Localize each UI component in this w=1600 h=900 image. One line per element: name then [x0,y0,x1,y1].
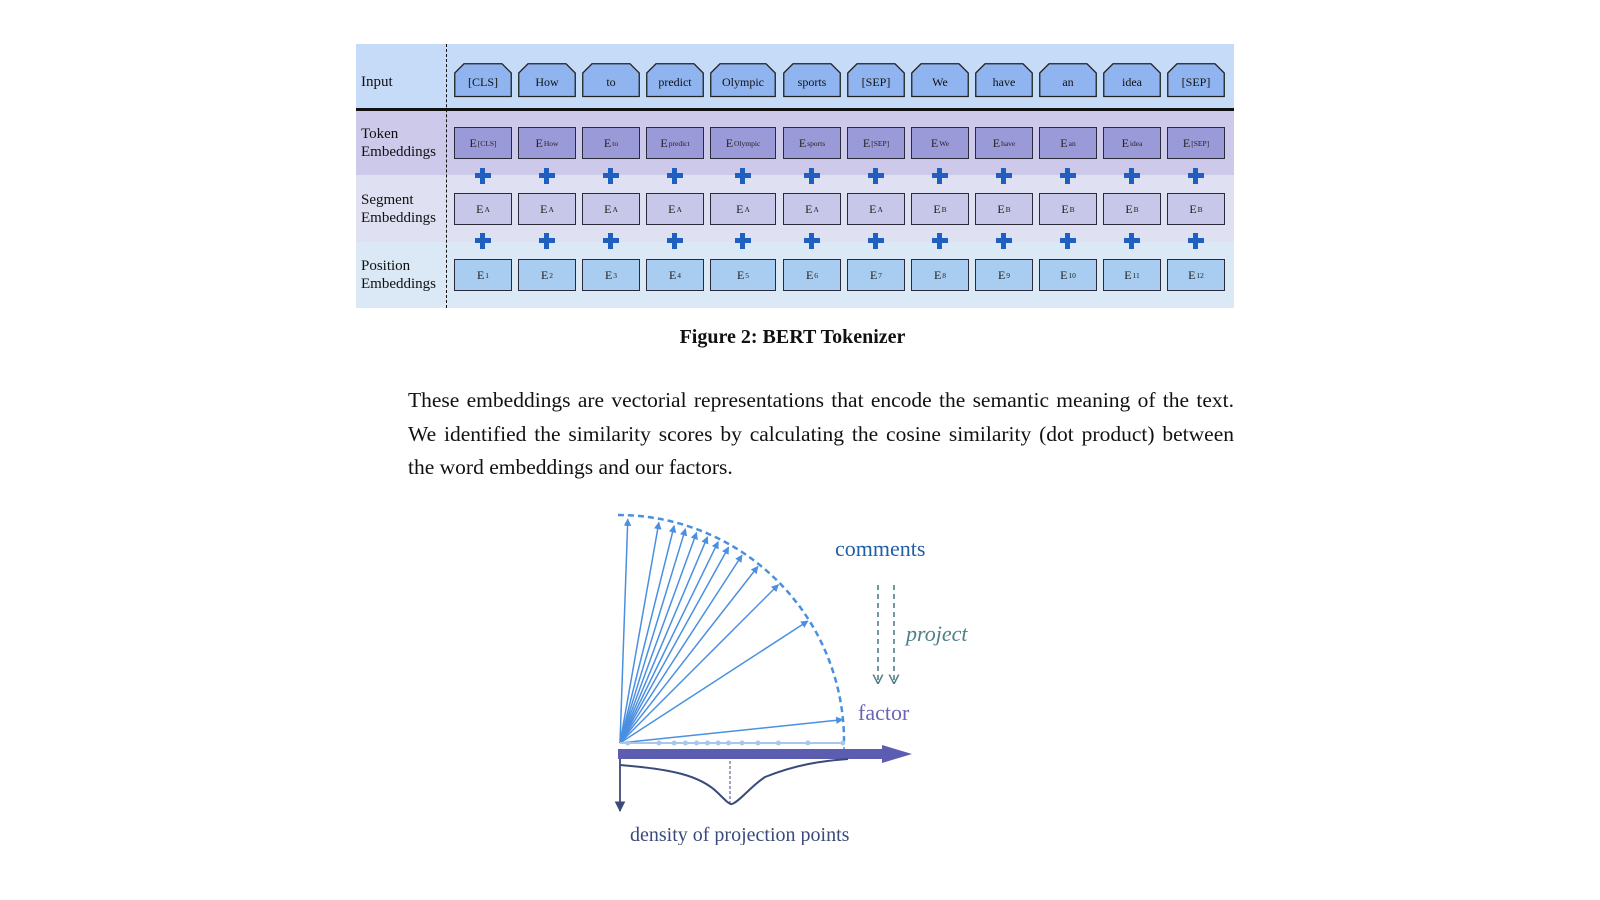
plus-icon [735,233,751,249]
comment-vector [620,567,758,744]
token-text: to [606,75,616,89]
embedding-subscript: 5 [745,270,750,280]
embedding-subscript: 11 [1132,270,1140,280]
embedding-base: E [997,267,1006,282]
comment-vector [620,547,729,743]
projection-point [705,741,710,746]
token-text: [SEP] [1181,75,1211,89]
projection-point [625,741,630,746]
pos-embedding-box [518,259,576,291]
projection-point [694,741,699,746]
pos-embedding-box [582,259,640,291]
input-token [783,63,841,96]
embedding-subscript: A [548,204,554,214]
projection-point [672,741,677,746]
comment-vector [620,555,742,743]
embedding-subscript: A [676,204,682,214]
seg-embedding-box [847,193,905,225]
plus-icon [868,233,884,249]
embedding-base: E [1124,267,1132,282]
embedding-subscript: [CLS] [477,138,497,148]
pos-embedding-box [975,259,1033,291]
embedding-subscript: 8 [942,270,947,280]
input-separator-line [356,108,1234,111]
projection-point [755,741,760,746]
embedding-base: E [997,201,1005,216]
plus-icon [1124,233,1140,249]
embedding-subscript: 3 [613,270,618,280]
embedding-base: E [933,201,941,216]
comment-vector [620,533,697,744]
plus-icon [932,233,948,249]
embedding-subscript: B [1005,204,1011,214]
plus-icon [475,233,491,249]
figure-caption: Figure 2: BERT Tokenizer [679,326,906,348]
token-text: predict [658,75,692,89]
seg-embedding-box [710,193,776,225]
embedding-base: E [1121,135,1129,150]
input-token [911,63,969,96]
embedding-base: E [1061,201,1069,216]
project-label: project [906,621,968,646]
plus-icon [804,233,820,249]
plus-icon [868,168,884,184]
input-token [1103,63,1161,96]
pos-embedding-box [454,259,512,291]
input-token [454,63,512,96]
token-embedding-box [975,127,1033,159]
embedding-base: E [736,267,745,282]
embedding-subscript: How [543,138,559,148]
comment-vector [620,621,808,743]
embedding-subscript: idea [1129,138,1143,148]
row-label-segment: Segment Embeddings [361,192,436,226]
embedding-subscript: We [939,138,950,148]
embedding-base: E [725,135,734,150]
row-label-position: Position Embeddings [361,258,436,292]
embedding-base: E [476,267,485,282]
input-token [1167,63,1225,96]
seg-embedding-box [582,193,640,225]
projection-diagram [590,505,1010,845]
embedding-base: E [535,135,543,150]
token-text: idea [1122,75,1142,89]
embedding-base: E [736,201,744,216]
embedding-base: E [798,135,807,150]
embedding-subscript: A [612,204,618,214]
plus-icon [539,168,555,184]
embedding-subscript: have [1001,138,1016,148]
embedding-base: E [805,201,813,216]
plus-icon [667,168,683,184]
token-embedding-box [1103,127,1161,159]
comments-label: comments [835,536,926,561]
embedding-base: E [604,267,613,282]
embedding-base: E [476,201,484,216]
projection-point [726,741,731,746]
embedding-base: E [869,267,878,282]
input-token [646,63,704,96]
embedding-base: E [1188,267,1196,282]
embedding-base: E [668,201,676,216]
plus-icon [932,168,948,184]
embedding-base: E [1189,201,1197,216]
plus-icon [667,233,683,249]
plus-icon [1060,168,1076,184]
seg-embedding-box [1039,193,1097,225]
plus-icon [475,168,491,184]
embedding-subscript: [SEP] [1191,138,1210,148]
embedding-subscript: 7 [878,270,883,280]
pos-embedding-box [847,259,905,291]
plus-icon [539,233,555,249]
embedding-subscript: A [744,204,750,214]
seg-embedding-box [1167,193,1225,225]
token-embedding-box [783,127,841,159]
input-token [975,63,1033,96]
projection-point [656,741,661,746]
embedding-subscript: an [1068,138,1076,148]
label-separator-dashed-line [446,44,447,308]
projection-point [776,741,781,746]
token-embedding-box [911,127,969,159]
token-text: [SEP] [861,75,891,89]
pos-embedding-box [911,259,969,291]
embedding-subscript: 9 [1006,270,1011,280]
row-label-input: Input [361,74,393,90]
token-text: have [992,75,1016,89]
embedding-subscript: B [941,204,947,214]
projection-point [840,741,845,746]
body-paragraph: These embeddings are vectorial representations that encode the semantic meaning of the text. We identified the similarity scores by calculating the cosine similarity (dot product) between the word embeddings and our factors. [408,388,1234,479]
input-token [1039,63,1097,96]
token-text: sports [797,75,827,89]
plus-icon [1060,233,1076,249]
embedding-subscript: [SEP] [871,138,890,148]
embedding-base: E [805,267,814,282]
factor-label: factor [858,700,910,725]
embedding-base: E [1182,135,1191,150]
pos-embedding-box [710,259,776,291]
plus-icon [996,168,1012,184]
token-embedding-box [710,127,776,159]
pos-embedding-box [1039,259,1097,291]
embedding-subscript: 1 [485,270,490,280]
token-embedding-box [518,127,576,159]
embedding-subscript: A [813,204,819,214]
input-token [518,63,576,96]
projection-point [740,741,745,746]
token-embedding-box [847,127,905,159]
factor-axis-arrow [618,745,912,763]
embedding-subscript: A [877,204,883,214]
input-token [847,63,905,96]
embedding-base: E [660,135,668,150]
plus-icon [1124,168,1140,184]
embedding-subscript: sports [807,138,826,148]
row-label-token: Token Embeddings [361,126,436,160]
token-text: We [932,75,948,89]
plus-icon [1188,168,1204,184]
embedding-subscript: 4 [677,270,682,280]
embedding-base: E [1060,267,1068,282]
token-embedding-box [1039,127,1097,159]
seg-embedding-box [783,193,841,225]
density-label: density of projection points [630,824,850,845]
embedding-base: E [469,135,477,150]
input-token [710,63,776,96]
embedding-base: E [603,135,612,150]
token-text: an [1062,75,1074,89]
plus-icon [996,233,1012,249]
embedding-subscript: 10 [1068,270,1076,280]
embedding-subscript: 2 [549,270,554,280]
token-text: [CLS] [468,75,498,89]
token-text: How [535,75,559,89]
embedding-subscript: 12 [1196,270,1204,280]
comment-vectors [620,519,843,743]
embedding-subscript: predict [668,138,690,148]
projection-point [683,741,688,746]
projection-point [716,741,721,746]
seg-embedding-box [646,193,704,225]
seg-embedding-box [975,193,1033,225]
embedding-base: E [540,267,549,282]
embedding-base: E [933,267,942,282]
embedding-base: E [1125,201,1133,216]
embedding-base: E [869,201,877,216]
embedding-subscript: A [484,204,490,214]
embedding-base: E [992,135,1001,150]
embedding-base: E [930,135,939,150]
embedding-base: E [1060,135,1068,150]
embedding-base: E [604,201,612,216]
density-curve [620,759,848,804]
embedding-base: E [540,201,548,216]
pos-embedding-box [1167,259,1225,291]
pos-embedding-box [783,259,841,291]
comment-vector [620,720,843,743]
plus-icon [1188,233,1204,249]
embedding-subscript: B [1069,204,1075,214]
comment-vector [620,542,718,743]
plus-icon [603,168,619,184]
embedding-base: E [862,135,871,150]
input-token [582,63,640,96]
seg-embedding-box [518,193,576,225]
plus-icon [804,168,820,184]
embedding-subscript: Olympic [734,138,761,148]
token-embedding-box [646,127,704,159]
token-embedding-box [1167,127,1225,159]
pos-embedding-box [646,259,704,291]
embedding-subscript: 6 [814,270,819,280]
token-text: Olympic [722,75,764,89]
embedding-subscript: to [612,138,619,148]
projection-point [805,741,810,746]
token-embedding-box [454,127,512,159]
token-embedding-box [582,127,640,159]
pos-embedding-box [1103,259,1161,291]
unit-circle-arc [618,515,844,741]
seg-embedding-box [454,193,512,225]
embedding-subscript: B [1197,204,1203,214]
plus-icon [603,233,619,249]
seg-embedding-box [911,193,969,225]
embedding-base: E [668,267,677,282]
embedding-subscript: B [1133,204,1139,214]
seg-embedding-box [1103,193,1161,225]
bert-tokenizer-figure [356,44,1234,308]
plus-icon [735,168,751,184]
